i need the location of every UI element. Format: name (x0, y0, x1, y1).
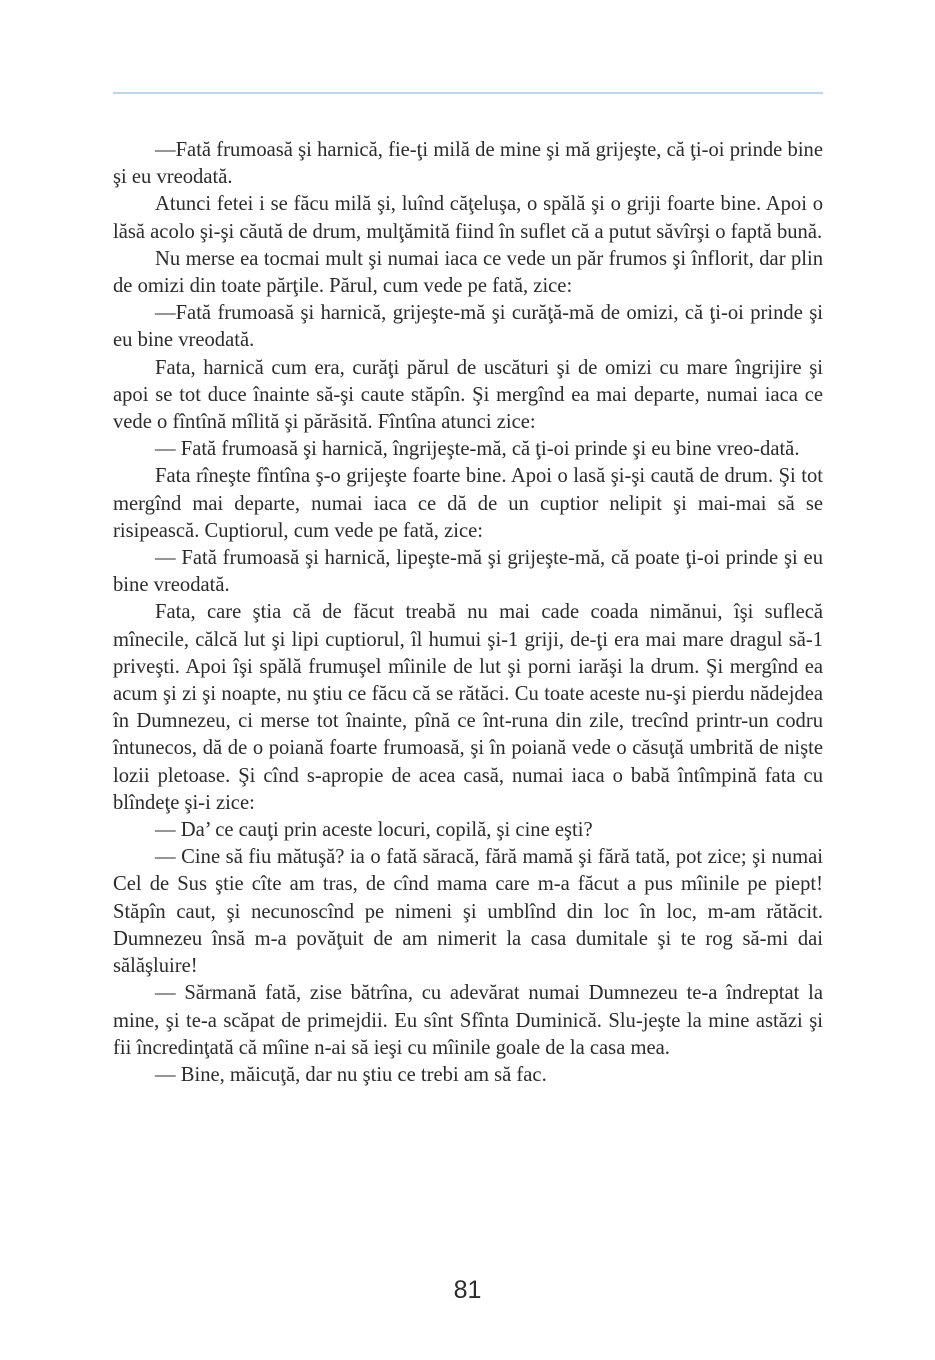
page-number: 81 (453, 1276, 482, 1304)
paragraph: — Bine, măicuţă, dar nu ştiu ce trebi am să fac. (155, 1063, 547, 1086)
paragraph: — Sărmană fată, zise bătrîna, cu adevărat numai Dumnezeu te-a îndreptat la mine, şi te-a scăpat de primejdii. Eu sînt Sfînta Duminică. Slu-jeşte la mine astăzi şi fii încredinţată că mîine n-ai să ieşi cu mîinile goale de la casa mea. (113, 982, 823, 1059)
paragraph: —Fată frumoasă şi harnică, grijeşte-mă şi curăţă-mă de omizi, că ţi-oi prinde şi eu bine vreodată. (113, 302, 823, 352)
paragraph: Nu merse ea tocmai mult şi numai iaca ce vede un păr frumos şi înflorit, dar plin de omizi din toate părţile. Părul, cum vede pe fată, zice: (113, 247, 823, 298)
paragraph: Fata, harnică cum era, curăţi părul de uscături şi de omizi cu mare îngrijire şi apoi se tot duce înainte să-şi caute stăpîn. Şi mergînd ea mai departe, numai iaca ce vede o fîntînă mîlită şi părăsită. Fîntîna atunci zice: (113, 356, 823, 434)
paragraph: Fata rîneşte fîntîna ş-o grijeşte foarte bine. Apoi o lasă şi-şi caută de drum. Şi tot mergînd mai departe, numai iaca ce dă de un cuptior nelipit şi mai-mai să se risipească. Cuptiorul, cum vede pe fată, zice: (113, 465, 823, 542)
paragraph: — Fată frumoasă şi harnică, îngrijeşte-mă, că ţi-oi prinde şi eu bine vreo-dată. (155, 438, 800, 461)
paragraph: — Da’ ce cauţi prin aceste locuri, copilă, şi cine eşti? (155, 819, 593, 842)
paragraph: Atunci fetei i se făcu milă şi, luînd căţeluşa, o spălă şi o griji foarte bine. Apoi o lăsă acolo şi-şi căută de drum, mulţămită fiind în suflet că a putut săvîrşi o faptă bună. (113, 193, 823, 243)
paragraph: — Cine să fiu mătuşă? ia o fată săracă, fără mamă şi fără tată, pot zice; şi numai Cel de Sus ştie cîte am tras, de cînd mama care m-a făcut a pus mîinile pe piept! Stăpîn caut, şi necunoscînd pe nimeni şi umblînd din loc în loc, m-am rătăcit. Dumnezeu însă m-a povăţuit de am nimerit la casa dumitale şi te rog să-mi dai sălăşluire! (113, 846, 823, 978)
paragraph: — Fată frumoasă şi harnică, lipeşte-mă şi grijeşte-mă, că poate ţi-oi prinde şi eu bine vreodată. (113, 547, 823, 597)
header-rule (113, 92, 823, 94)
body-text (113, 137, 823, 1089)
paragraph: Fata, care ştia că de făcut treabă nu mai cade coada nimănui, îşi suflecă mînecile, călcă lut şi lipi cuptiorul, îl humui şi-1 griji, de-ţi era mai mare dragul să-1 priveşti. Apoi îşi spălă frumuşel mîinile de lut şi porni iarăşi la drum. Şi mergînd ea acum şi zi şi noapte, nu ştiu ce făcu că se rătăci. Cu toate aceste nu-şi pierdu nădejdea în Dumnezeu, ci merse tot înainte, pînă ce înt-runa din zile, trecînd printr-un codru întunecos, dă de o poiană foarte frumoasă, şi în poiană vede o căsuţă umbrită de nişte lozii pletoase. Şi cînd s-apropie de acea casă, numai iaca o babă întîmpină fata cu blîndeţe şi-i zice: (113, 601, 823, 814)
paragraph: —Fată frumoasă şi harnică, fie-ţi milă de mine şi mă grijeşte, că ţi-oi prinde bine şi eu vreodată. (113, 139, 823, 189)
